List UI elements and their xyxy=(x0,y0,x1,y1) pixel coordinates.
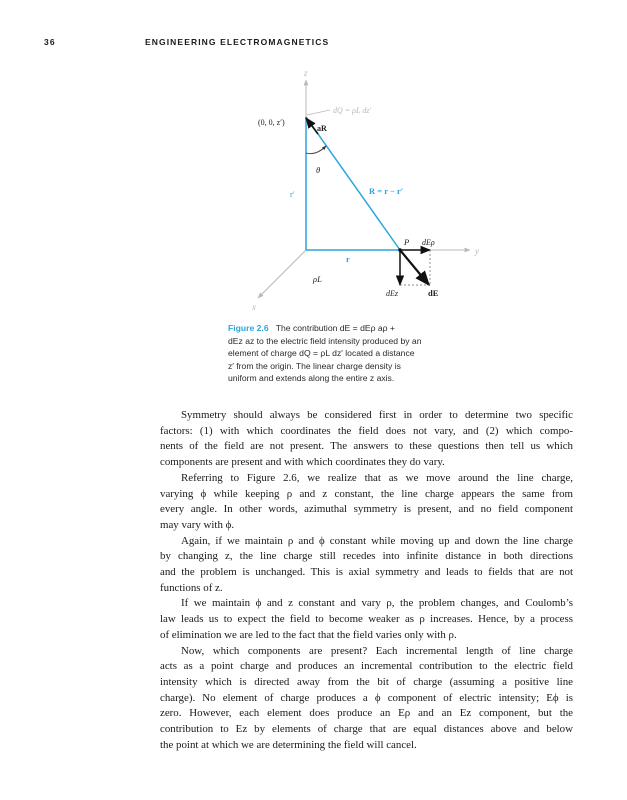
point-source-label: (0, 0, z′) xyxy=(258,118,285,127)
text-line: by changing z, the line charge still recedes into infinite distance in both directions xyxy=(160,550,573,563)
dE-z-label: dEz xyxy=(386,289,398,298)
unit-vector-label: aR xyxy=(317,124,327,133)
caption-line: uniform and extends along the entire z axis. xyxy=(228,373,395,384)
theta-label: θ xyxy=(316,165,321,175)
text-line: components are present and with which coordinates they do vary. xyxy=(160,456,445,469)
caption-line: z′ from the origin. The linear charge density is xyxy=(228,360,401,371)
text-line: nents of the field are not present. The answers to these questions then tell us which xyxy=(160,440,573,453)
figure-2-6 xyxy=(0,0,627,320)
text-line: the point at which we are determining the field will cancel. xyxy=(160,738,417,751)
R-vector-line xyxy=(306,117,400,250)
charge-element-label: dQ = ρL dz′ xyxy=(333,106,372,115)
text-line: acts as a point charge and produces an incremental contribution to the electric field xyxy=(160,660,573,673)
R-vector-label: R = r − r′ xyxy=(369,186,404,196)
text-line: law leads us to expect the field to become weaker as ρ increases. Hence, by a process xyxy=(160,613,573,626)
text-line: If we maintain ϕ and z constant and vary ρ, the problem changes, and Coulomb’s xyxy=(181,597,573,610)
dE-rho-label: dEρ xyxy=(422,238,435,247)
text-line: Referring to Figure 2.6, we realize that as we move around the line charge, xyxy=(181,471,573,484)
caption-line: element of charge dQ = ρL dz′ located a distance xyxy=(228,348,415,359)
paragraph xyxy=(160,534,573,597)
x-axis-label: x xyxy=(252,302,256,312)
charge-element-leader xyxy=(307,110,330,115)
text-line: of elimination we are led to the fact that the field varies only with ρ. xyxy=(160,628,457,641)
text-line: Again, if we maintain ρ and ϕ constant while moving up and down the line charge xyxy=(181,534,573,547)
text-line: every angle. In other words, azimuthal symmetry is present, and no field component xyxy=(160,503,573,516)
running-head: ENGINEERING ELECTROMAGNETICS xyxy=(145,37,330,47)
r-vector-label: r xyxy=(346,254,350,264)
text-line: Now, which components are present? Each incremental length of line charge xyxy=(181,644,573,657)
text-line: Symmetry should always be considered first in order to determine two specific xyxy=(181,409,573,421)
paragraph xyxy=(160,471,573,534)
paragraph xyxy=(160,644,573,754)
dE-label: dE xyxy=(428,288,439,298)
theta-arc xyxy=(306,146,326,154)
text-line: varying ϕ while keeping ρ and z constant, the line charge appears the same from xyxy=(160,487,573,500)
text-line: and the problem is unchanged. This is axial symmetry and leads to fields that are not xyxy=(160,566,573,579)
paragraph xyxy=(160,596,573,643)
rho-L-label: ρL xyxy=(313,274,322,284)
z-axis-label: z xyxy=(304,68,308,78)
paragraph xyxy=(160,408,573,471)
figure-caption xyxy=(228,322,493,385)
caption-line: Figure 2.6 The contribution dE = dEρ aρ + xyxy=(228,323,395,333)
text-line: intensity which is directed away from the bit of charge (assuming a positive line xyxy=(160,675,573,688)
text-line: zero. However, each element does produce an Eρ and an Ez component, but the xyxy=(160,707,573,720)
x-axis-line xyxy=(258,250,306,298)
text-line: may vary with ϕ. xyxy=(160,518,235,531)
text-line: contribution to Ez by elements of charge that are equal distances above and below xyxy=(160,723,573,736)
caption-line: dEz az to the electric field intensity produced by an xyxy=(228,335,422,346)
r-prime-label: r′ xyxy=(290,189,295,199)
y-axis-label: y xyxy=(475,246,479,256)
dE-arrow xyxy=(400,250,429,285)
page-number: 36 xyxy=(44,37,56,47)
text-line: factors: (1) with which coordinates the field does not vary, and (2) which compo- xyxy=(160,424,573,437)
body-text xyxy=(160,408,573,753)
caption-label: Figure 2.6 xyxy=(228,323,269,333)
text-line: functions of z. xyxy=(160,581,223,594)
point-P-label: P xyxy=(404,237,410,247)
text-line: charge). No element of charge produces a ϕ component of electric intensity; Eϕ is xyxy=(160,691,573,704)
